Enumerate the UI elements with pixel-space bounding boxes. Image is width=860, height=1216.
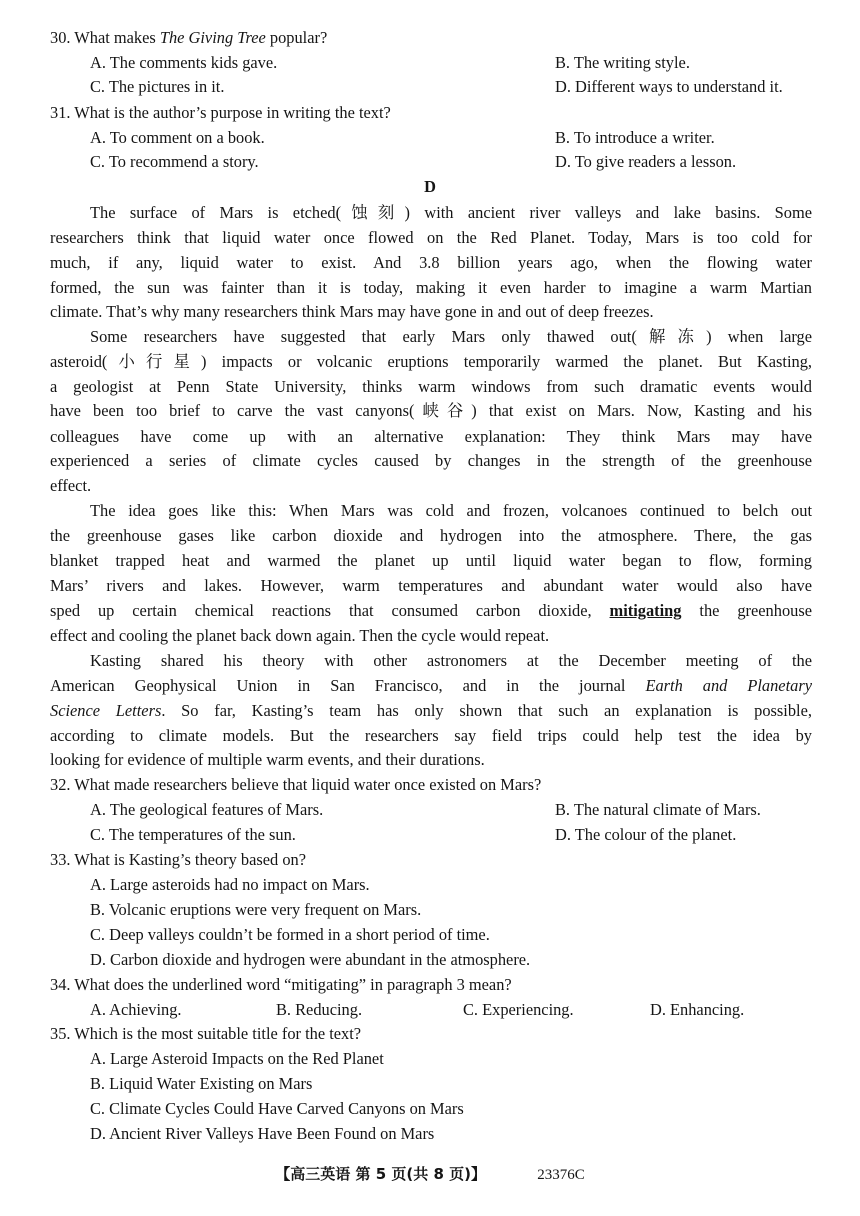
q34-option-a: A. Achieving. (90, 1000, 182, 1019)
passage-p4-line1: Kasting shared his theory with other astronomers at the December meeting of the (90, 651, 812, 670)
passage-p1-line2: researchers think that liquid water once flowed on the Red Planet. Today, Mars is too cold for (50, 228, 812, 247)
q35-option-d: D. Ancient River Valleys Have Been Found on Mars (90, 1124, 435, 1143)
passage-p2-line2: asteroid(小行星) impacts or volcanic eruptions temporarily warmed the planet. But Kasting, (50, 352, 812, 371)
q33-option-b: B. Volcanic eruptions were very frequent on Mars. (90, 900, 422, 919)
q34-option-d: D. Enhancing. (650, 1000, 745, 1019)
passage-p4-line2: American Geophysical Union in San Francisco, and in the journal Earth and Planetary (50, 676, 812, 695)
q34-stem: 34. What does the underlined word “mitigating” in paragraph 3 mean? (50, 975, 512, 994)
passage-p4-line5: looking for evidence of multiple warm events, and their durations. (50, 750, 485, 769)
q32-stem: 32. What made researchers believe that liquid water once existed on Mars? (50, 775, 542, 794)
passage-p4-line4: according to climate models. But the researchers say field trips could help test the idea by (50, 726, 812, 745)
passage-p3-line4: Mars’ rivers and lakes. However, warm temperatures and abundant water would also have (50, 576, 812, 595)
q30-option-c: C. The pictures in it. (90, 77, 225, 96)
q32-option-d: D. The colour of the planet. (555, 825, 737, 844)
passage-p2-line6: experienced a series of climate cycles caused by changes in the strength of the greenhouse (50, 451, 812, 470)
passage-p2-line4: have been too brief to carve the vast canyons(峡谷) that exist on Mars. Now, Kasting and his (50, 401, 812, 420)
footer-exam-code: 23376C (537, 1167, 585, 1183)
footer-page-label: 【高三英语 第 5 页(共 8 页)】 (275, 1165, 486, 1183)
journal-title-part1: Earth and Planetary (645, 676, 812, 695)
q35-option-b: B. Liquid Water Existing on Mars (90, 1074, 313, 1093)
q30-option-a: A. The comments kids gave. (90, 53, 278, 72)
passage-p1-line3: much, if any, liquid water to exist. And 3.8 billion years ago, when the flowing water (50, 253, 812, 272)
q32-option-a: A. The geological features of Mars. (90, 800, 324, 819)
passage-p2-line5: colleagues have come up with an alternative explanation: They think Mars may have (50, 427, 812, 446)
q31-options-row2 (90, 152, 852, 172)
q30-options-row2 (90, 77, 852, 97)
q31-option-b: B. To introduce a writer. (555, 128, 715, 147)
underlined-word-mitigating: mitigating (609, 601, 682, 620)
passage-p1-line1: The surface of Mars is etched(蚀刻) with ancient river valleys and lake basins. Some (90, 203, 812, 222)
passage-p3-line1: The idea goes like this: When Mars was cold and frozen, volcanoes continued to belch out (90, 501, 812, 520)
q30-stem: 30. What makes The Giving Tree popular? (50, 28, 328, 47)
q31-option-d: D. To give readers a lesson. (555, 152, 737, 171)
passage-p1-line5: climate. That’s why many researchers think Mars may have gone in and out of deep freezes. (50, 302, 654, 321)
q32-option-c: C. The temperatures of the sun. (90, 825, 296, 844)
journal-title-part2: Science Letters (50, 701, 162, 720)
section-heading: D (424, 177, 436, 196)
page-footer (0, 1163, 860, 1184)
passage-p3-line6: effect and cooling the planet back down again. Then the cycle would repeat. (50, 626, 550, 645)
q35-stem: 35. Which is the most suitable title for the text? (50, 1024, 362, 1043)
q31-stem: 31. What is the author’s purpose in writing the text? (50, 103, 391, 122)
q35-option-c: C. Climate Cycles Could Have Carved Canyons on Mars (90, 1099, 464, 1118)
q32-option-b: B. The natural climate of Mars. (555, 800, 761, 819)
q35-option-a: A. Large Asteroid Impacts on the Red Planet (90, 1049, 384, 1068)
q31-option-a: A. To comment on a book. (90, 128, 265, 147)
passage-p2-line1: Some researchers have suggested that early Mars only thawed out(解冻) when large (90, 327, 812, 346)
q33-option-d: D. Carbon dioxide and hydrogen were abundant in the atmosphere. (90, 950, 531, 969)
q34-option-b: B. Reducing. (276, 1000, 363, 1019)
passage-p2-line7: effect. (50, 476, 92, 495)
passage-p3-line2: the greenhouse gases like carbon dioxide and hydrogen into the atmosphere. There, the gas (50, 526, 812, 545)
passage-p4-line3: Science Letters. So far, Kasting’s team has only shown that such an explanation is possible, (50, 701, 812, 720)
q33-option-a: A. Large asteroids had no impact on Mars. (90, 875, 370, 894)
q30-option-d: D. Different ways to understand it. (555, 77, 783, 96)
q32-options-row1 (90, 800, 852, 820)
book-title: The Giving Tree (159, 28, 266, 47)
q30-option-b: B. The writing style. (555, 53, 690, 72)
q34-option-c: C. Experiencing. (463, 1000, 574, 1019)
q30-options-row1 (90, 53, 852, 73)
q33-stem: 33. What is Kasting’s theory based on? (50, 850, 306, 869)
q31-options-row1 (90, 128, 852, 148)
q31-option-c: C. To recommend a story. (90, 152, 259, 171)
q32-options-row2 (90, 825, 852, 845)
passage-p3-line5: sped up certain chemical reactions that consumed carbon dioxide, mitigating the greenhouse (50, 601, 812, 620)
q33-option-c: C. Deep valleys couldn’t be formed in a short period of time. (90, 925, 490, 944)
passage-p2-line3: a geologist at Penn State University, thinks warm windows from such dramatic events would (50, 377, 812, 396)
passage-p1-line4: formed, the sun was fainter than it is today, making it even harder to imagine a warm Martian (50, 278, 812, 297)
passage-p3-line3: blanket trapped heat and warmed the planet up until liquid water began to flow, forming (50, 551, 812, 570)
